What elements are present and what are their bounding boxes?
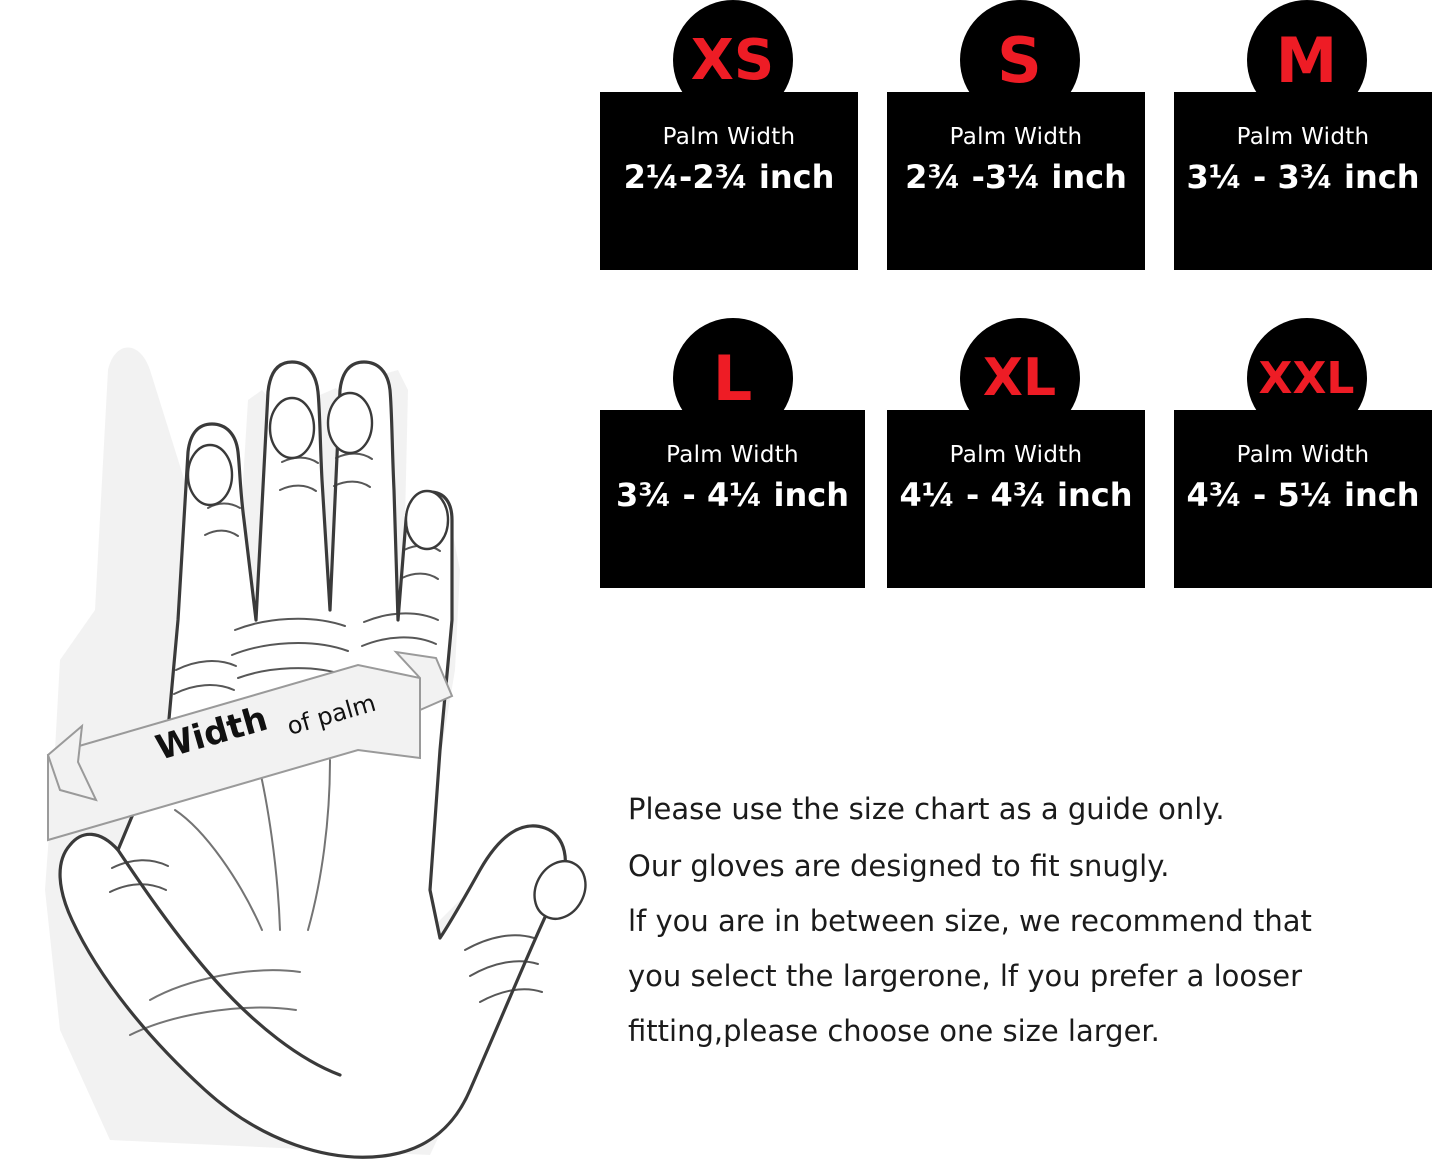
sizing-notes <box>628 792 1438 1048</box>
note-fit-line-2: lf you are in between size, we recommend that <box>628 904 1312 938</box>
panel-value-s: 2¾ -3¼ inch <box>905 158 1127 196</box>
size-badge-xs: XS <box>673 0 793 120</box>
size-badge-s: S <box>960 0 1080 120</box>
panel-value-xs: 2¼-2¾ inch <box>623 158 835 196</box>
palm-width-label-sub: of palm <box>283 688 379 741</box>
note-fit-line-1: Our gloves are designed to fit snugly. <box>628 849 1170 883</box>
panel-label-m: Palm Width <box>1236 124 1370 150</box>
note-guide: Please use the size chart as a guide only. <box>628 792 1225 826</box>
size-card-s <box>887 0 1152 270</box>
size-card-m <box>1174 0 1439 270</box>
size-badge-xl: XL <box>960 318 1080 438</box>
note-fit-line-3: you select the largerone, lf you prefer a looser <box>628 959 1302 993</box>
palm-width-label-main: Width <box>151 698 273 769</box>
panel-label-xxl: Palm Width <box>1236 442 1370 468</box>
panel-label-s: Palm Width <box>949 124 1083 150</box>
size-card-row <box>600 0 1445 270</box>
hand-diagram <box>0 190 700 1160</box>
note-fit-line-4: fitting,please choose one size larger. <box>628 1014 1160 1048</box>
panel-label-l: Palm Width <box>666 442 799 468</box>
panel-value-m: 3¼ - 3¾ inch <box>1186 158 1420 196</box>
panel-value-xxl: 4¾ - 5¼ inch <box>1186 476 1420 514</box>
size-card-row <box>600 318 1445 588</box>
size-card-xl <box>887 318 1152 588</box>
size-card-l <box>600 318 865 588</box>
size-chart <box>600 0 1445 588</box>
panel-label-xs: Palm Width <box>662 124 796 150</box>
size-card-xxl <box>1174 318 1439 588</box>
panel-value-l: 3¾ - 4¼ inch <box>616 476 849 514</box>
note-fit <box>628 849 1438 1048</box>
panel-label-xl: Palm Width <box>949 442 1083 468</box>
panel-value-xl: 4¼ - 4¾ inch <box>899 476 1133 514</box>
size-badge-m: M <box>1247 0 1367 120</box>
size-card-xs <box>600 0 865 270</box>
size-badge-xxl: XXL <box>1247 318 1367 438</box>
size-badge-l: L <box>673 318 793 438</box>
